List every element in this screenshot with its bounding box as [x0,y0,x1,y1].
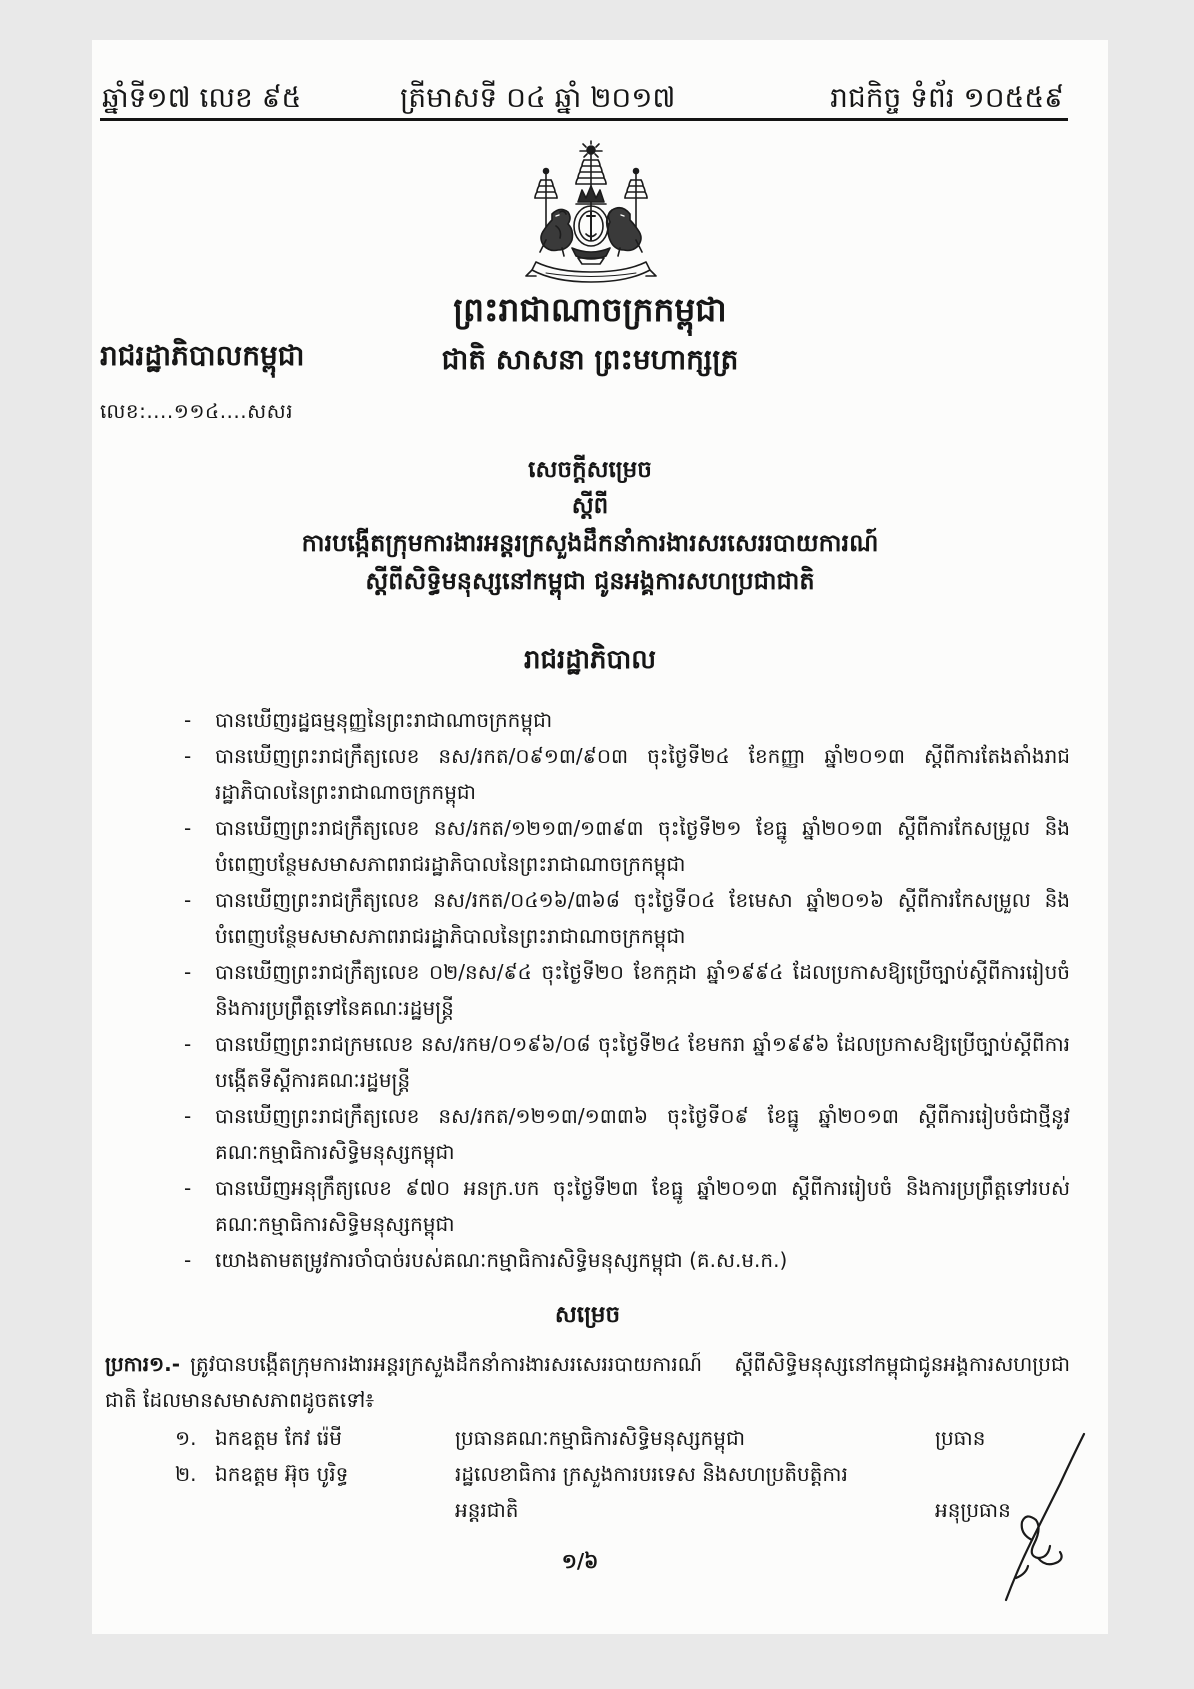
consideration-text: បានឃើញព្រះរាជក្រឹត្យលេខ ០២/នស/៩៤ ចុះថ្ងៃទី២០ ខែកក្កដា ឆ្នាំ១៩៩៤ ដែលប្រកាសឱ្យប្រើច្បាប់ស្តីពីការរៀបចំ និងការប្រព្រឹត្តទៅនៃគណៈរដ្ឋមន្ត្រី [215,960,1070,1020]
member-position: អនុប្រធាន [935,1498,1011,1522]
bullet-dash: - [184,960,192,984]
member-role: រដ្ឋលេខាធិការ ក្រសួងការបរទេស និងសហប្រតិបត្តិការអន្តរជាតិ [455,1462,848,1522]
document-type: សេចក្តីសម្រេច [528,457,652,483]
gazette-volume-issue: ឆ្នាំទី១៧ លេខ ៩៥ [102,81,302,114]
bullet-dash: - [184,816,192,840]
consideration-item [180,738,1070,810]
consideration-item [180,1026,1070,1098]
member-role: ប្រធានគណៈកម្មាធិការសិទ្ធិមនុស្សកម្ពុជា [455,1426,745,1450]
member-position: ប្រធាន [935,1426,986,1450]
national-motto: ជាតិ សាសនា ព្រះមហាក្សត្រ [441,343,739,376]
document-subject-line-1: ការបង្កើតក្រុមការងារអន្តរក្រសួងដឹកនាំការងារសរសេររបាយការណ៍ [301,529,879,557]
cambodia-coat-of-arms-icon [516,140,666,290]
kingdom-title: ព្រះរាជាណាចក្រកម្ពុជា [453,290,727,329]
article-1-label: ប្រការ១.- [105,1352,181,1376]
considerations-list [180,702,1070,1278]
consideration-text: បានឃើញព្រះរាជក្រឹត្យលេខ នស/រកត/១២១៣/១៣៩៣ ចុះថ្ងៃទី២១ ខែធ្នូ ឆ្នាំ២០១៣ ស្តីពីការកែសម្រួល និងបំពេញបន្ថែមសមាសភាពរាជរដ្ឋាភិបាលនៃព្រះរាជាណាចក្រកម្ពុជា [215,816,1070,876]
document-title-block [100,452,1080,600]
consideration-text: បានឃើញព្រះរាជក្រមលេខ នស/រកម/០១៩៦/០៨ ចុះថ្ងៃទី២៤ ខែមករា ឆ្នាំ១៩៩៦ ដែលប្រកាសឱ្យប្រើច្បាប់ស្តីពីការបង្កើតទីស្តីការគណៈរដ្ឋមន្ត្រី [215,1032,1070,1092]
article-1-text: ត្រូវបានបង្កើតក្រុមការងារអន្តរក្រសួងដឹកនាំការងារសរសេររបាយការណ៍ ស្តីពីសិទ្ធិមនុស្សនៅកម្ពុជាជូនអង្គការសហប្រជាជាតិ ដែលមានសមាសភាពដូចតទៅ៖ [105,1352,1070,1412]
member-number: ២. [175,1462,197,1486]
gazette-quarter-year: ត្រីមាសទី ០៤ ឆ្នាំ ២០១៧ [400,81,676,114]
consideration-item [180,954,1070,1026]
member-name: ឯកឧត្តម កែវ រ៉េមី [215,1426,342,1450]
consideration-text: បានឃើញព្រះរាជក្រឹត្យលេខ នស/រកត/០៩១៣/៩០៣ ចុះថ្ងៃទី២៤ ខែកញ្ញា ឆ្នាំ២០១៣ ស្តីពីការតែងតាំងរាជរដ្ឋាភិបាលនៃព្រះរាជាណាចក្រកម្ពុជា [215,744,1070,804]
consideration-text: យោងតាមតម្រូវការចាំបាច់របស់គណៈកម្មាធិការសិទ្ធិមនុស្សកម្ពុជា (គ.ស.ម.ក.) [215,1248,788,1272]
consideration-item [180,810,1070,882]
consideration-item [180,1242,1070,1278]
issuing-authority: រាជរដ្ឋាភិបាលកម្ពុជា [100,339,305,372]
bullet-dash: - [184,1032,192,1056]
bullet-dash: - [184,888,192,912]
article-1 [100,1346,1075,1418]
consideration-text: បានឃើញអនុក្រឹត្យលេខ ៩៧០ អនក្រ.បក ចុះថ្ងៃទី២៣ ខែធ្នូ ឆ្នាំ២០១៣ ស្តីពីការរៀបចំ និងការប្រព្រឹត្តទៅរបស់គណៈកម្មាធិការសិទ្ធិមនុស្សកម្ពុជា [215,1176,1070,1236]
document-body [100,702,1075,1576]
handwritten-initial-icon [998,1428,1094,1604]
decision-heading: សម្រេច [554,1302,621,1328]
bullet-dash: - [184,708,192,732]
gazette-page-number: រាជកិច្ច ទំព័រ ១០៥៥៩ [830,81,1064,114]
bullet-dash: - [184,1176,192,1200]
bullet-dash: - [184,1248,192,1272]
gazette-header [100,78,1068,121]
member-number: ១. [175,1426,197,1450]
consideration-item [180,882,1070,954]
consideration-item [180,1170,1070,1242]
consideration-text: បានឃើញព្រះរាជក្រឹត្យលេខ នស/រកត/០៤១៦/៣៦៨ ចុះថ្ងៃទី០៤ ខែមេសា ឆ្នាំ២០១៦ ស្តីពីការកែសម្រួល និងបំពេញបន្ថែមសមាសភាពរាជរដ្ឋាភិបាលនៃព្រះរាជាណាចក្រកម្ពុជា [215,888,1070,948]
consideration-item [180,702,1070,738]
consideration-text: បានឃើញព្រះរាជក្រឹត្យលេខ នស/រកត/១២១៣/១៣៣៦ ចុះថ្ងៃទី០៩ ខែធ្នូ ឆ្នាំ២០១៣ ស្តីពីការរៀបចំជាថ្មីនូវគណៈកម្មាធិការសិទ្ធិមនុស្សកម្ពុជា [215,1104,1070,1164]
document-subject-line-2: ស្តីពីសិទ្ធិមនុស្សនៅកម្ពុជា ជូនអង្គការសហប្រជាជាតិ [365,567,815,595]
bullet-dash: - [184,744,192,768]
consideration-text: បានឃើញរដ្ឋធម្មនុញ្ញនៃព្រះរាជាណាចក្រកម្ពុជា [215,708,553,732]
bullet-dash: - [184,1104,192,1128]
document-reference-number: លេខ:....១១៤....សសរ [100,399,294,423]
consideration-item [180,1098,1070,1170]
member-name: ឯកឧត្តម អ៊ុច បូរិទ្ធ [215,1462,349,1486]
document-about: ស្តីពី [571,493,609,519]
members-table [100,1420,1075,1528]
page-number: ១/៦ [561,1549,599,1573]
government-heading: រាជរដ្ឋាភិបាល [523,645,657,675]
